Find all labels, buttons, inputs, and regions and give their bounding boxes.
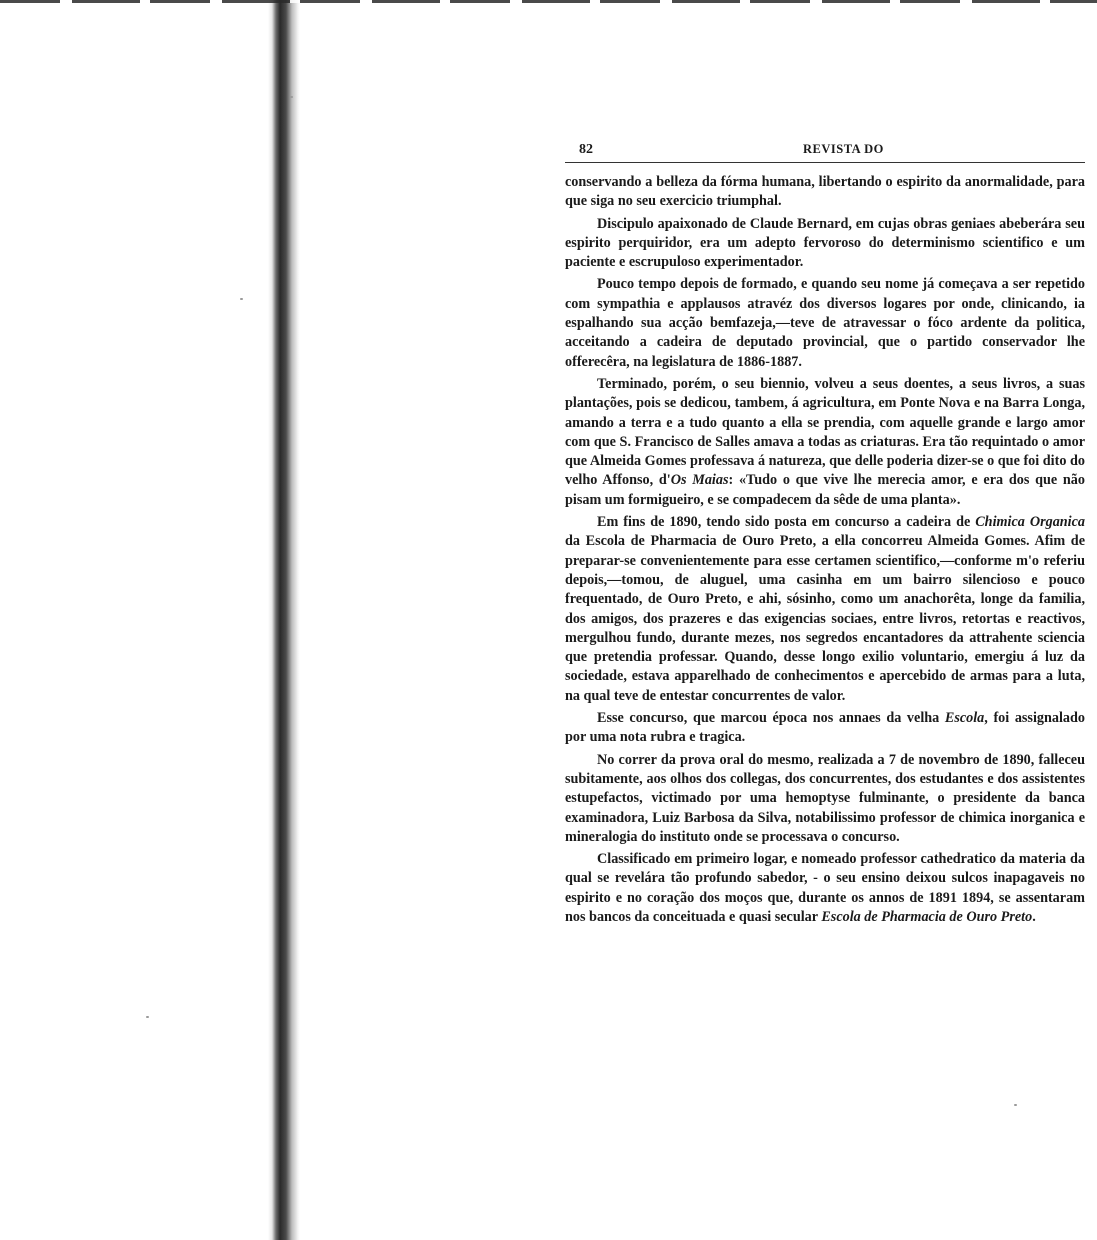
paragraph: Esse concurso, que marcou época nos annaes da velha Escola, foi assignalado por uma nota rubra e tragica. [565,710,1085,746]
paragraph: Terminado, porém, o seu biennio, volveu a seus doentes, a seus livros, a suas plantações, pois se dedicou, tambem, á agricultura, em Ponte Nova e na Barra Longa, amando a terra e a tudo quanto a ella se prendia, com aquelle grande e largo amor com que S. Francisco de Salles amava a todas as criaturas. Era tão requintado o amor que Almeida Gomes professava á natureza, que delle poderia dizer-se o que foi dito do velho Affonso, d'Os Maias: «Tudo o que vive lhe merecia amor, e era dos que não pisam um formigueiro, e se compadecem da sêde de uma planta». [565,375,1085,508]
italic-title: Chimica Organica [975,514,1086,531]
paragraph: Pouco tempo depois de formado, e quando seu nome já começava a ser repetido com sympathia e applausos atravéz dos diversos logares por onde, clinicando, ia espalhando sua acção bemfazeja,—teve de atravessar o fóco ardente da politica, acceitando a cadeira de deputado provincial, que o partido conservador lhe offerecêra, na legislatura de 1886-1887. [565,276,1085,370]
paragraph: Discipulo apaixonado de Claude Bernard, em cujas obras geniaes abeberára seu espirito perquiridor, era um adepto fervoroso do determinismo scientifico e um paciente e escrupuloso experimentador. [565,215,1085,271]
page-header [565,142,1085,163]
scan-speck [290,96,293,98]
scan-speck [1014,1104,1017,1106]
italic-title: Os Maias [670,472,729,489]
scan-speck [240,298,243,300]
paragraph: conservando a belleza da fórma humana, libertando o espirito da anormalidade, para que siga no seu exercicio triumphal. [565,174,1085,210]
paragraph: Em fins de 1890, tendo sido posta em concurso a cadeira de Chimica Organica da Escola de Pharmacia de Ouro Preto, a ella concorreu Almeida Gomes. Afim de preparar-se convenientemente para esse certamen scientifico,—conforme m'o referiu depois,—tomou, de aluguel, uma casinha em um bairro silencioso e pouco frequentado, de Ouro Preto, e ahi, sósinho, como um anachorêta, longe da familia, dos amigos, dos prazeres e das exigencias sociaes, entre livros, retortas e reactivos, mergulhou fundo, durante mezes, nos segredos encantadores da attrahente sciencia que pretendia professar. Quando, desse longo exilio voluntario, emergiu á luz da sociedade, estava apparelhado de conhecimentos e apercebido de armas para a luta, na qual teve de entestar concurrentes de valor. [565,514,1086,704]
page-number: 82 [579,142,593,157]
paragraph: No correr da prova oral do mesmo, realizada a 7 de novembro de 1890, falleceu subitamente, aos olhos dos collegas, dos concurrentes, dos estudantes e dos assistentes estupefactos, victimado por uma hemoptyse fulminante, o presidente da banca examinadora, Luiz Barbosa da Silva, notabilissimo professor de chimica inorganica e mineralogia do instituto onde se processava o concurso. [565,751,1085,845]
italic-title: Escola de Pharmacia de Ouro Preto [821,908,1033,925]
scan-speck [146,1016,149,1018]
scan-top-edge [0,0,1097,3]
italic-title: Escola [944,710,985,727]
body-text [565,173,1085,927]
running-head: REVISTA DO [803,142,884,156]
book-gutter-shadow [0,0,300,1240]
paragraph: Classificado em primeiro logar, e nomeado professor cathedratico da materia da qual se revelára tão profundo sabedor, - o seu ensino deixou sulcos inapagaveis no espirito e no coração dos moços que, durante os annos de 1891 1894, se assentaram nos bancos da conceituada e quasi secular Escola de Pharmacia de Ouro Preto. [565,851,1085,925]
book-page [565,142,1085,930]
